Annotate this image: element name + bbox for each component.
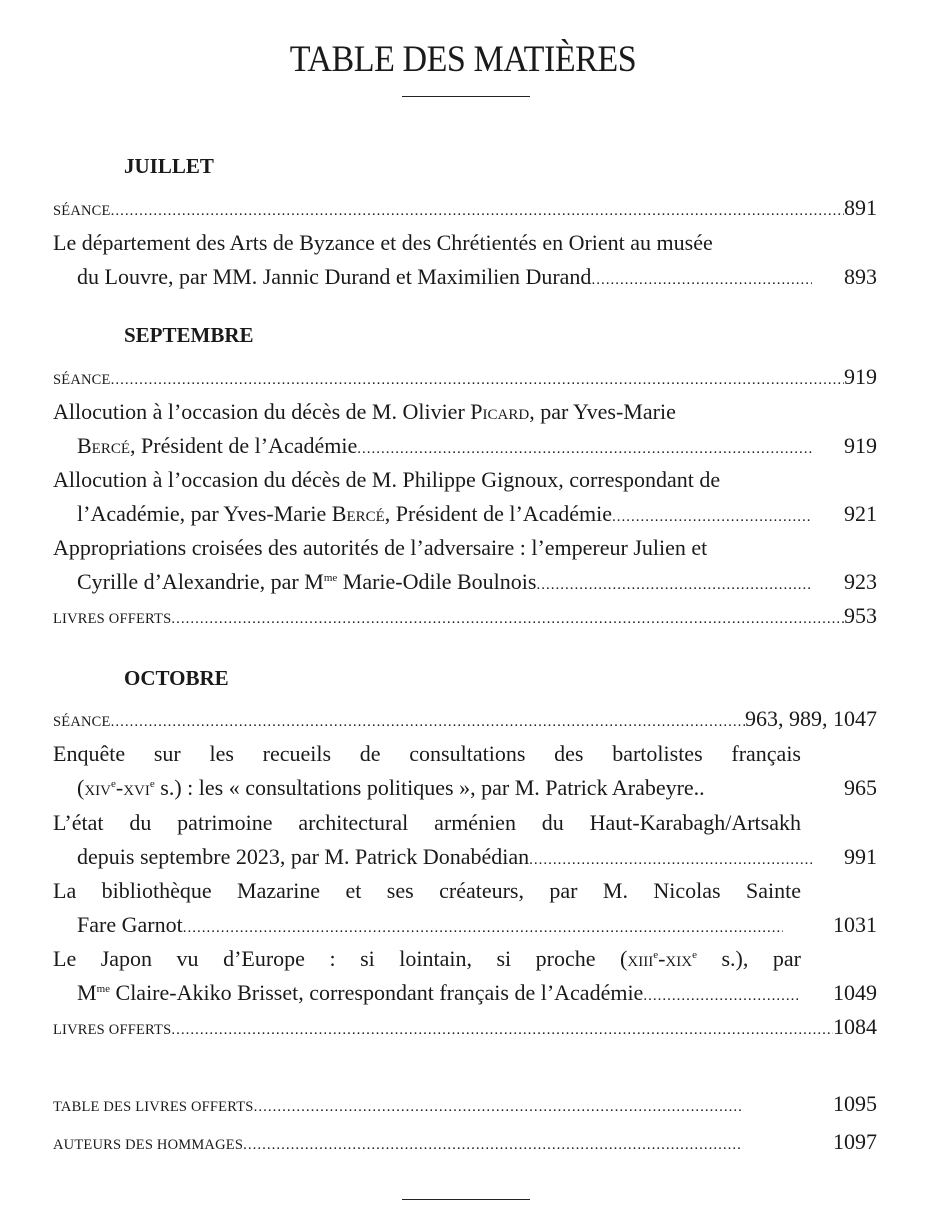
toc-entry[interactable] (53, 463, 877, 534)
leader-dots (171, 1015, 833, 1045)
toc-label: AUTEURS DES HOMMAGES (53, 1137, 244, 1153)
entry-title-line1: Le département des Arts de Byzance et des Chrétientés en Orient au musée (53, 230, 713, 255)
toc-page: 919 (844, 433, 877, 458)
toc-row-seance[interactable] (53, 362, 877, 395)
leader-dots (357, 432, 812, 466)
toc-page: 965 (844, 775, 877, 800)
entry-title-line2: $M^{me}$ Claire-Akiko Brisset, correspondant français de l’Académie (77, 980, 644, 1005)
leader-dots (591, 263, 812, 297)
toc-row-livres-offerts[interactable] (53, 601, 877, 634)
toc-entry[interactable] (53, 806, 877, 877)
toc-label: LIVRES OFFERTS (53, 1022, 172, 1038)
leader-dots (243, 1130, 743, 1160)
toc-entry[interactable] (53, 942, 877, 1013)
toc-page: 1084 (833, 1014, 877, 1039)
toc-entry[interactable] (53, 395, 877, 466)
footer-divider (402, 1199, 530, 1200)
entry-title-line1: La bibliothèque Mazarine et ses créateurs, par M. Nicolas Sainte (53, 878, 801, 903)
entry-title-line1: Allocution à l’occasion du décès de M. Philippe Gignoux, correspondant de (53, 467, 721, 492)
toc-page: 1049 (833, 980, 877, 1005)
entry-title-line1: Allocution à l’occasion du décès de M. Olivier Picard, par Yves-Marie (53, 399, 676, 424)
toc-entry[interactable] (53, 737, 877, 805)
section-heading-octobre: OCTOBRE (124, 666, 229, 690)
leader-dots (111, 365, 844, 395)
toc-entry[interactable] (53, 226, 877, 297)
toc-row-auteurs-des-hommages[interactable] (53, 1127, 877, 1160)
toc-page: 953 (844, 603, 877, 628)
toc-page: 893 (844, 264, 877, 289)
leader-dots (183, 911, 783, 945)
entry-title-line1: Enquête sur les recueils de consultations des bartolistes français (53, 741, 801, 766)
leader-dots (171, 604, 844, 634)
toc-page: 1097 (833, 1129, 877, 1154)
toc-row-livres-offerts[interactable] (53, 1012, 877, 1045)
toc-page: 919 (844, 364, 877, 389)
toc-entry[interactable] (53, 531, 877, 602)
leader-dots (612, 500, 812, 534)
leader-dots (254, 1092, 744, 1122)
leader-dots (643, 979, 801, 1013)
toc-label: SÉANCE (53, 714, 111, 730)
leader-dots (111, 707, 745, 737)
toc-label: TABLE DES LIVRES OFFERTS (53, 1099, 254, 1115)
section-heading-juillet: JUILLET (124, 154, 214, 178)
entry-title-line2: depuis septembre 2023, par M. Patrick Donabédian (77, 844, 530, 869)
entry-title-line2: Fare Garnot (77, 912, 183, 937)
toc-label: LIVRES OFFERTS (53, 611, 172, 627)
entry-title-line1: Appropriations croisées des autorités de l’adversaire : l’empereur Julien et (53, 535, 708, 560)
entry-title-line2: Bercé, Président de l’Académie (77, 433, 358, 458)
toc-page: 891 (844, 195, 877, 220)
entry-title-line2: Cyrille d’Alexandrie, par $M^{me}$ Marie-Odile Boulnois (77, 569, 537, 594)
toc-row-seance[interactable] (53, 704, 877, 737)
leader-dots (111, 196, 844, 226)
toc-entry[interactable] (53, 874, 877, 945)
toc-page: 991 (844, 844, 877, 869)
page-title: TABLE DES MATIÈRES (289, 39, 637, 80)
entry-title-line2: du Louvre, par MM. Jannic Durand et Maximilien Durand (77, 264, 592, 289)
leader-dots (529, 843, 812, 877)
leader-dots (536, 568, 812, 602)
toc-page: 963, 989, 1047 (745, 706, 877, 731)
toc-page: 923 (844, 569, 877, 594)
toc-label: SÉANCE (53, 203, 111, 219)
toc-row-seance[interactable] (53, 193, 877, 226)
toc-row-table-des-livres-offerts[interactable] (53, 1089, 877, 1122)
title-divider (402, 96, 530, 97)
entry-title-line1: L’état du patrimoine architectural arménien du Haut-Karabagh/Artsakh (53, 810, 801, 835)
toc-page: 1095 (833, 1091, 877, 1116)
entry-title-line2: (xiv$^e$-xvi$^e$ s.) : les « consultations politiques », par M. Patrick Arabeyre.. (77, 775, 705, 800)
section-heading-septembre: SEPTEMBRE (124, 323, 254, 347)
entry-title-line1: Le Japon vu d’Europe : si lointain, si proche (xiii$^e$-xix$^e$ s.), par (53, 946, 801, 971)
toc-page: 1031 (833, 912, 877, 937)
entry-title-line2: l’Académie, par Yves-Marie Bercé, Président de l’Académie (77, 501, 613, 526)
toc-page: 921 (844, 501, 877, 526)
toc-label: SÉANCE (53, 372, 111, 388)
